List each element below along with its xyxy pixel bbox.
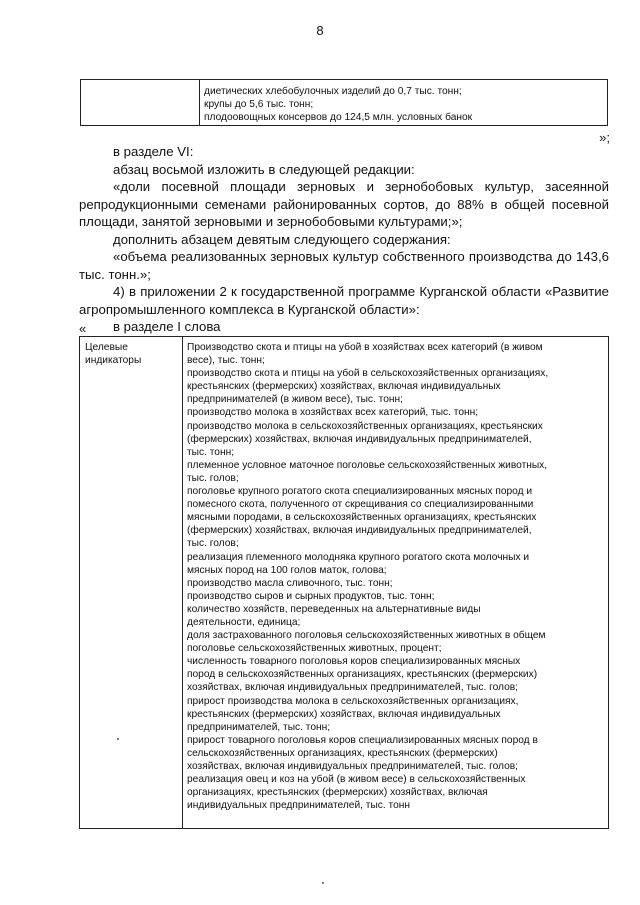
indicator-line: производство скота и птицы на убой в сельскохозяйственных организациях, [187, 368, 549, 380]
indicator-line: производство молока в сельскохозяйственных организациях, крестьянских [187, 420, 543, 432]
top-table-fragment [80, 79, 608, 126]
top-table-cell [204, 85, 472, 124]
indicator-line: численность товарного поголовья коров специализированных мясных [187, 656, 521, 668]
indicators-list-cell [187, 341, 605, 812]
indicator-line: деятельности, единица; [187, 616, 301, 628]
indicator-line: хозяйствах, включая индивидуальных предпринимателей, тыс. голов; [187, 682, 519, 694]
closing-quote: »; [599, 130, 610, 145]
indicator-line: крестьянских (фермерских) хозяйствах, включая индивидуальных [187, 381, 501, 393]
indicator-line: прирост производства молока в сельскохозяйственных организациях, [187, 695, 519, 707]
indicator-line: сельскохозяйственных организациях, крестьянских (фермерских) [187, 747, 498, 759]
indicator-line: предпринимателей, тыс. тонн; [187, 721, 331, 733]
scan-speck [117, 738, 119, 740]
indicator-line: тыс. тонн; [187, 446, 235, 458]
table-column-divider [199, 80, 200, 125]
item-4-paragraph: 4) в приложении 2 к государственной программе Курганской области «Развитие агропромышленного комплекса в Курганской области»: [79, 284, 609, 317]
indicators-table [79, 336, 609, 829]
indicator-line: количество хозяйств, переведенных на альтернативные виды [187, 603, 481, 615]
add-paragraph-9-instruction: дополнить абзацем девятым следующего содержания: [113, 231, 451, 247]
indicator-line: производство сыров и сырных продуктов, тыс. тонн; [187, 590, 435, 602]
indicator-line: прирост товарного поголовья коров специализированных мясных пород в [187, 734, 538, 746]
indicator-line: весе), тыс. тонн; [187, 355, 265, 367]
indicator-line: мясными породами, в сельскохозяйственных организациях, крестьянских [187, 512, 537, 524]
indicator-line: реализация племенного молодняка крупного рогатого скота молочных и [187, 551, 530, 563]
indicator-line: производство молока в хозяйствах всех категорий, тыс. тонн; [187, 407, 479, 419]
indicator-line: мясных пород на 100 голов маток, голова; [187, 564, 387, 576]
indicator-line: реализация овец и коз на убой (в живом весе) в сельскохозяйственных [187, 774, 526, 786]
indicator-line: индивидуальных предпринимателей, тыс. тонн [187, 800, 411, 812]
indicator-line: племенное условное маточное поголовье сельскохозяйственных животных, [187, 459, 548, 471]
indicators-label-cell: Целевые индикаторы [85, 342, 142, 367]
indicator-line: поголовье сельскохозяйственных животных, процент; [187, 643, 442, 655]
indicator-line: тыс. голов; [187, 472, 239, 484]
indicator-line: крестьянских (фермерских) хозяйствах, включая индивидуальных [187, 708, 501, 720]
amendment-text [79, 143, 609, 336]
indicator-line: (фермерских) хозяйствах, включая индивидуальных предпринимателей, [187, 433, 532, 445]
indicator-line: организациях, крестьянских (фермерских) хозяйствах, включая [187, 787, 488, 799]
section-i-heading: в разделе I слова [113, 319, 221, 334]
table-line: диетических хлебобулочных изделий до 0,7 тыс. тонн; [204, 86, 462, 97]
indicator-line: поголовье крупного рогатого скота специализированных мясных пород и [187, 486, 533, 498]
indicator-line: тыс. голов; [187, 538, 239, 550]
indicator-line: хозяйствах, включая индивидуальных предпринимателей, тыс. голов; [187, 761, 519, 772]
section-vi-heading: в разделе VI: [113, 144, 194, 159]
scan-speck [322, 882, 324, 884]
table-line: плодоовощных консервов до 124,5 млн. условных банок [204, 112, 473, 123]
indicator-line: доля застрахованного поголовья сельскохозяйственных животных в общем [187, 630, 546, 642]
opening-quote: « [79, 321, 87, 336]
indicator-line: Производство скота и птицы на убой в хозяйствах всех категорий (в живом [187, 342, 543, 353]
indicator-line: производство масла сливочного, тыс. тонн; [187, 577, 393, 589]
quote-paragraph-2: «объема реализованных зерновых культур собственного производства до 143,6 тыс. тонн.»; [79, 249, 609, 282]
page-number: 8 [316, 23, 324, 38]
table-line: крупы до 5,6 тыс. тонн; [204, 99, 314, 110]
indicator-line: помесного скота, полученного от скрещивания со специализированными [187, 499, 534, 511]
indicator-line: предпринимателей (в живом весе), тыс. тонн; [187, 394, 403, 406]
indicator-line: пород в сельскохозяйственных организациях, крестьянских (фермерских) [187, 669, 538, 681]
paragraph-8-instruction: абзац восьмой изложить в следующей редакции: [113, 161, 415, 177]
indicator-line: (фермерских) хозяйствах, включая индивидуальных предпринимателей, [187, 525, 532, 537]
table-column-divider [182, 337, 183, 828]
quote-paragraph-1: «доли посевной площади зерновых и зернобобовых культур, засеянной репродукционными семенами районированных сортов, до 88% в общей посевной площади, занятой зерновыми и зернобобовыми культурами;»; [79, 179, 609, 229]
